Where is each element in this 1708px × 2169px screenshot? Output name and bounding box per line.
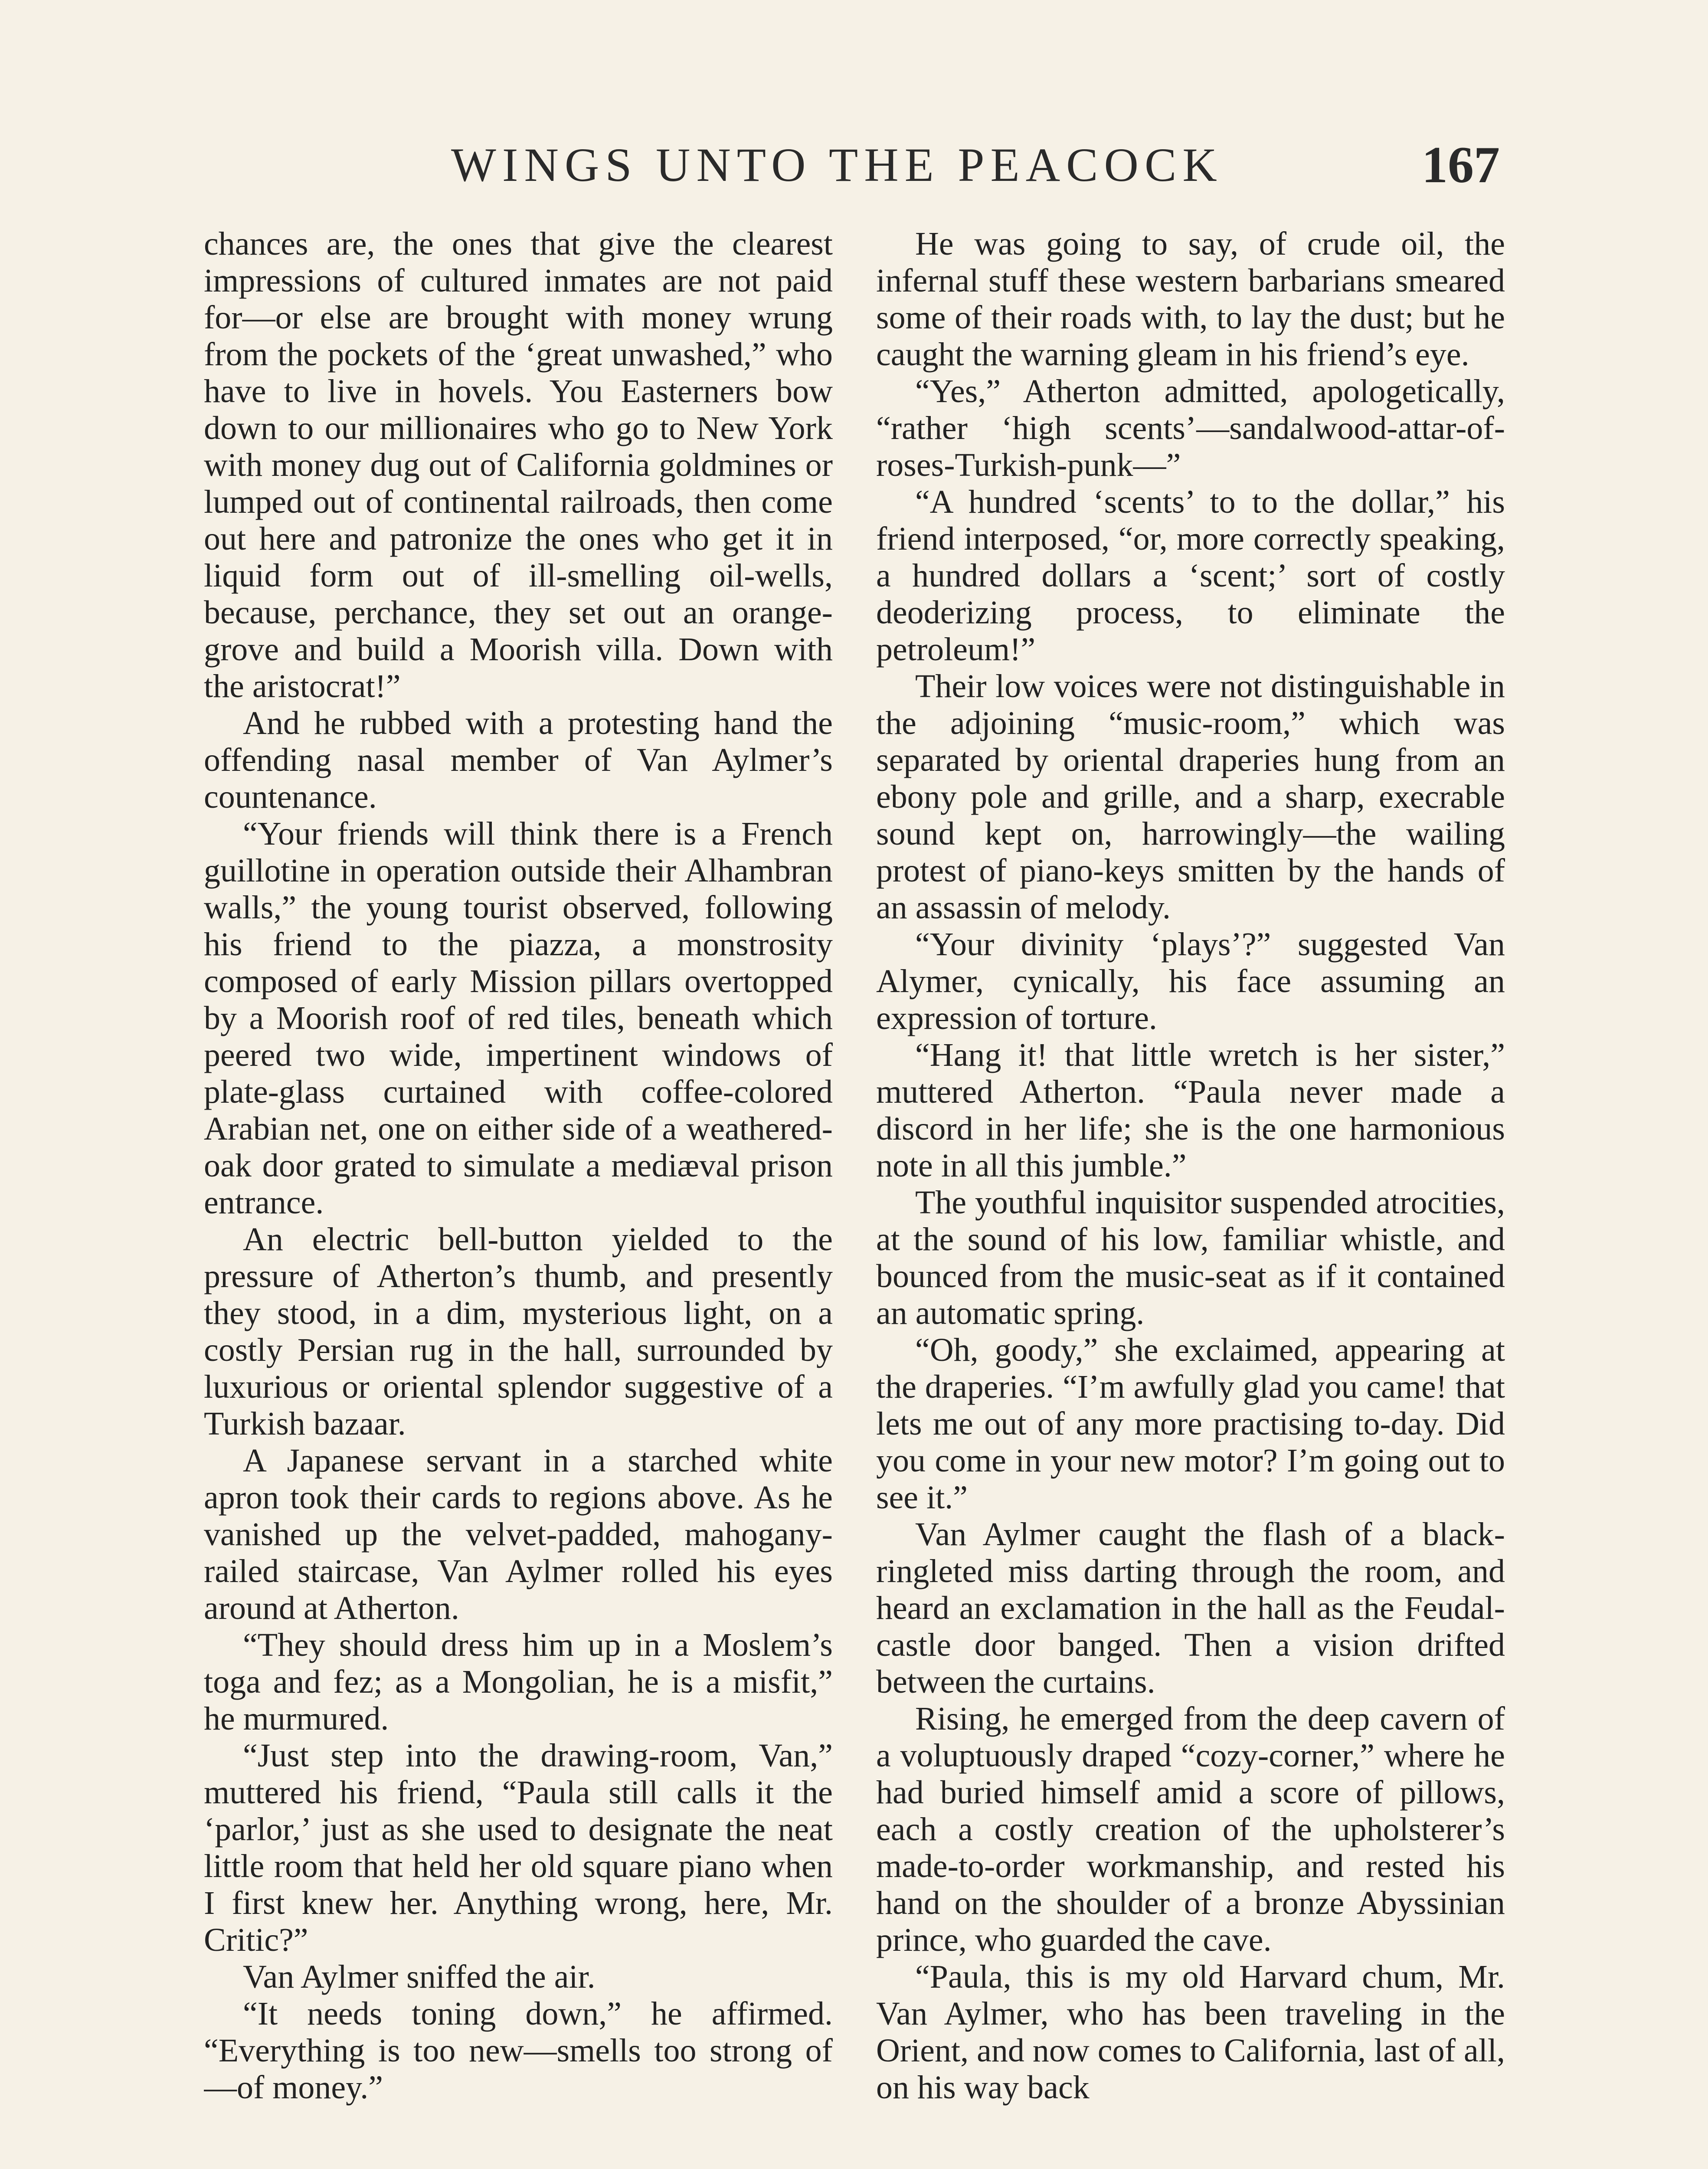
running-title: WINGS UNTO THE PEACOCK bbox=[451, 138, 1223, 191]
paragraph: chances are, the ones that give the clearest impressions of cultured inmates are not paid for—or else are brought with money wrung from the pockets of the ‘great unwashed,” who have to live in hovels. You Easterners bow down to our millionaires who go to New York with money dug out of California goldmines or lumped out of continental railroads, then come out here and patronize the ones who get it in liquid form out of ill-smelling oil-wells, because, perchance, they set out an orange-grove and build a Moorish villa. Down with the aristocrat!” bbox=[204, 226, 833, 704]
right-column bbox=[876, 226, 1505, 2169]
paragraph: He was going to say, of crude oil, the infernal stuff these western barbarians smeared some of their roads with, to lay the dust; but he caught the warning gleam in his friend’s eye. bbox=[876, 226, 1505, 373]
paragraph: “Your friends will think there is a French guillotine in operation outside their Alhambran walls,” the young tourist observed, following his friend to the piazza, a monstrosity composed of early Mission pillars overtopped by a Moorish roof of red tiles, beneath which peered two wide, impertinent windows of plate-glass curtained with coffee-colored Arabian net, one on either side of a weathered-oak door grated to simulate a mediæval prison entrance. bbox=[204, 816, 833, 1221]
paragraph: “Your divinity ‘plays’?” suggested Van Alymer, cynically, his face assuming an expression of torture. bbox=[876, 926, 1505, 1036]
paragraph: Their low voices were not distinguishable in the adjoining “music-room,” which was separated by oriental draperies hung from an ebony pole and grille, and a sharp, execrable sound kept on, harrowingly—the wailing protest of piano-keys smitten by the hands of an assassin of melody. bbox=[876, 668, 1505, 926]
paragraph: “They should dress him up in a Moslem’s toga and fez; as a Mongolian, he is a misfit,” he murmured. bbox=[204, 1627, 833, 1737]
paragraph: Rising, he emerged from the deep cavern of a voluptuously draped “cozy-corner,” where he had buried himself amid a score of pillows, each a costly creation of the upholsterer’s made-to-order workmanship, and rested his hand on the shoulder of a bronze Abyssinian prince, who guarded the cave. bbox=[876, 1700, 1505, 1958]
paragraph: “It needs toning down,” he affirmed. “Everything is too new—smells too strong of—of money.” bbox=[204, 1995, 833, 2106]
paragraph: And he rubbed with a protesting hand the offending nasal member of Van Aylmer’s countenance. bbox=[204, 705, 833, 815]
paragraph: “Hang it! that little wretch is her sister,” muttered Atherton. “Paula never made a discord in her life; she is the one harmonious note in all this jumble.” bbox=[876, 1037, 1505, 1184]
paragraph: “Oh, goody,” she exclaimed, appearing at the draperies. “I’m awfully glad you came! that lets me out of any more practising to-day. Did you come in your new motor? I’m going out to see it.” bbox=[876, 1332, 1505, 1516]
paragraph: Van Aylmer sniffed the air. bbox=[243, 1959, 596, 1995]
paragraph: The youthful inquisitor suspended atrocities, at the sound of his low, familiar whistle, and bounced from the music-seat as if it contained an automatic spring. bbox=[876, 1184, 1505, 1331]
running-head bbox=[0, 130, 1708, 200]
page-number: 167 bbox=[1422, 136, 1500, 193]
paragraph: “Yes,” Atherton admitted, apologetically, “rather ‘high scents’—sandalwood-attar-of-roses-Turkish-punk—” bbox=[876, 373, 1505, 483]
paragraph: Van Aylmer caught the flash of a black-ringleted miss darting through the room, and heard an exclamation in the hall as the Feudal-castle door banged. Then a vision drifted between the curtains. bbox=[876, 1516, 1505, 1700]
left-column bbox=[204, 226, 833, 2169]
paragraph: A Japanese servant in a starched white apron took their cards to regions above. As he vanished up the velvet-padded, mahogany-railed staircase, Van Aylmer rolled his eyes around at Atherton. bbox=[204, 1442, 833, 1626]
paragraph: “Paula, this is my old Harvard chum, Mr. Van Aylmer, who has been traveling in the Orient, and now comes to California, last of all, on his way back bbox=[876, 1959, 1505, 2106]
paragraph: “A hundred ‘scents’ to to the dollar,” his friend interposed, “or, more correctly speaking, a hundred dollars a ‘scent;’ sort of costly deoderizing process, to eliminate the petroleum!” bbox=[876, 484, 1505, 668]
paragraph: “Just step into the drawing-room, Van,” muttered his friend, “Paula still calls it the ‘parlor,’ just as she used to designate the neat little room that held her old square piano when I first knew her. Anything wrong, here, Mr. Critic?” bbox=[204, 1737, 833, 1958]
paragraph: An electric bell-button yielded to the pressure of Atherton’s thumb, and presently they stood, in a dim, mysterious light, on a costly Persian rug in the hall, surrounded by luxurious or oriental splendor suggestive of a Turkish bazaar. bbox=[204, 1221, 833, 1442]
